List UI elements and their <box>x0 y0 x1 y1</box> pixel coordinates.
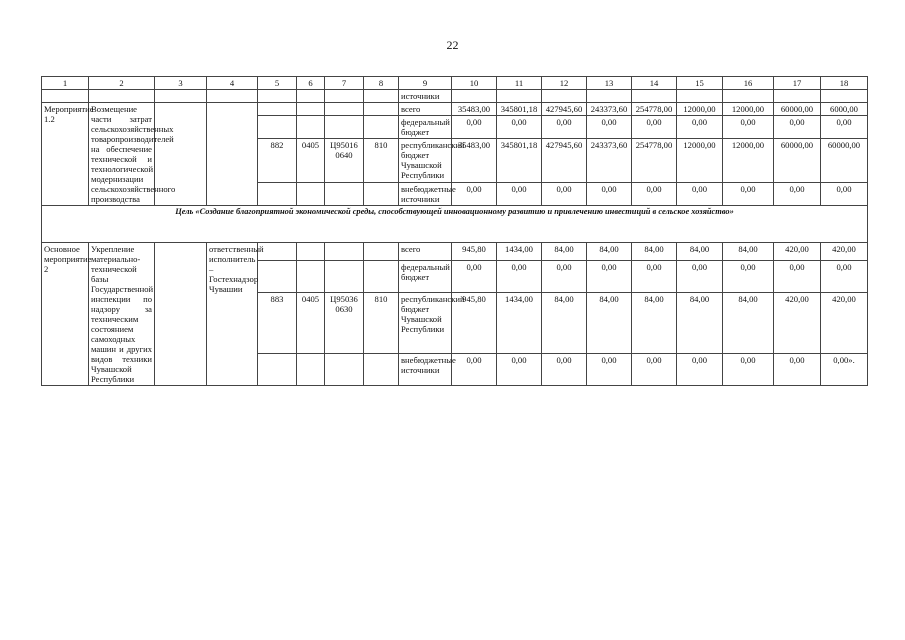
value-cell: 1434,00 <box>497 243 542 261</box>
value-cell: 12000,00 <box>723 139 774 182</box>
value-cell: 0,00 <box>587 353 632 385</box>
value-cell: 84,00 <box>542 293 587 353</box>
column-header: 14 <box>632 77 677 90</box>
column-header: 13 <box>587 77 632 90</box>
value-cell: 0,00 <box>632 116 677 139</box>
table-row <box>42 90 868 103</box>
value-cell: 0,00 <box>632 353 677 385</box>
value-cell: 420,00 <box>821 293 868 353</box>
value-cell: 60000,00 <box>821 139 868 182</box>
value-cell: 0,00 <box>632 261 677 293</box>
source-cell: федеральный бюджет <box>399 261 452 293</box>
value-cell: 84,00 <box>632 293 677 353</box>
source-cell: республиканский бюджет Чувашской Республики <box>399 139 452 182</box>
rz-cell: 0405 <box>297 293 325 353</box>
column-header: 12 <box>542 77 587 90</box>
value-cell: 35483,00 <box>452 139 497 182</box>
block-main-measure-2 <box>42 243 868 386</box>
source-cell: источники <box>399 90 452 103</box>
source-cell: республиканский бюджет Чувашской Республики <box>399 293 452 353</box>
column-header: 17 <box>774 77 821 90</box>
csr-cell: Ц95036 0630 <box>325 293 364 353</box>
value-cell: 243373,60 <box>587 139 632 182</box>
value-cell: 0,00 <box>774 116 821 139</box>
goal-text: Цель «Создание благоприятной экономической среды, способствующей инновационному развитию и привлечению инвестиций в сельское хозяйство» <box>42 206 868 243</box>
value-cell: 84,00 <box>587 293 632 353</box>
value-cell: 60000,00 <box>774 103 821 116</box>
value-cell: 0,00 <box>774 353 821 385</box>
value-cell: 84,00 <box>677 293 723 353</box>
value-cell: 0,00 <box>542 353 587 385</box>
grbs-cell: 882 <box>258 139 297 182</box>
column-header: 6 <box>297 77 325 90</box>
csr-cell: Ц95016 0640 <box>325 139 364 182</box>
table-row <box>42 243 868 261</box>
column-header: 3 <box>155 77 207 90</box>
value-cell: 0,00 <box>723 182 774 205</box>
value-cell: 0,00 <box>587 182 632 205</box>
column-header-row <box>42 77 868 90</box>
value-cell: 243373,60 <box>587 103 632 116</box>
value-cell: 0,00 <box>821 116 868 139</box>
source-cell: всего <box>399 243 452 261</box>
source-cell: всего <box>399 103 452 116</box>
page-number: 22 <box>446 38 459 52</box>
value-cell: 0,00 <box>677 182 723 205</box>
value-cell: 0,00 <box>821 182 868 205</box>
value-cell: 0,00 <box>632 182 677 205</box>
column-header: 15 <box>677 77 723 90</box>
column-header: 5 <box>258 77 297 90</box>
value-cell: 254778,00 <box>632 139 677 182</box>
value-cell: 945,80 <box>452 243 497 261</box>
value-cell: 0,00 <box>677 116 723 139</box>
value-cell: 420,00 <box>774 293 821 353</box>
value-cell: 0,00 <box>723 261 774 293</box>
value-cell: 35483,00 <box>452 103 497 116</box>
table-row <box>42 103 868 116</box>
value-cell: 0,00 <box>821 261 868 293</box>
value-cell: 84,00 <box>542 243 587 261</box>
column-header: 7 <box>325 77 364 90</box>
value-cell: 84,00 <box>723 293 774 353</box>
value-cell: 420,00 <box>774 243 821 261</box>
value-cell: 420,00 <box>821 243 868 261</box>
value-cell: 0,00 <box>452 353 497 385</box>
value-cell: 0,00 <box>497 182 542 205</box>
value-cell: 6000,00 <box>821 103 868 116</box>
value-cell: 12000,00 <box>677 103 723 116</box>
value-cell: 0,00 <box>452 261 497 293</box>
column-header: 1 <box>42 77 89 90</box>
column-header: 11 <box>497 77 542 90</box>
value-cell: 0,00 <box>542 182 587 205</box>
value-cell: 427945,60 <box>542 139 587 182</box>
executor-cell: ответственный исполнитель – Гостехнадзор Чувашии <box>207 243 258 386</box>
value-cell: 1434,00 <box>497 293 542 353</box>
block-measure-1-2 <box>42 103 868 206</box>
value-cell: 427945,60 <box>542 103 587 116</box>
value-cell: 0,00». <box>821 353 868 385</box>
value-cell: 84,00 <box>677 243 723 261</box>
column-header: 2 <box>89 77 155 90</box>
vr-cell: 810 <box>364 139 399 182</box>
source-cell: федеральный бюджет <box>399 116 452 139</box>
goal-row <box>42 206 868 243</box>
value-cell: 0,00 <box>723 116 774 139</box>
value-cell: 0,00 <box>677 261 723 293</box>
source-cell: внебюджетные источники <box>399 182 452 205</box>
value-cell: 84,00 <box>587 243 632 261</box>
vr-cell: 810 <box>364 293 399 353</box>
column-header: 16 <box>723 77 774 90</box>
grbs-cell: 883 <box>258 293 297 353</box>
value-cell: 60000,00 <box>774 139 821 182</box>
value-cell: 0,00 <box>774 182 821 205</box>
column-header: 10 <box>452 77 497 90</box>
status-cell: Мероприятие 1.2 <box>42 103 89 206</box>
column-header: 18 <box>821 77 868 90</box>
value-cell: 345801,18 <box>497 103 542 116</box>
value-cell: 0,00 <box>542 116 587 139</box>
value-cell: 0,00 <box>587 116 632 139</box>
measure-name-cell: Укрепление материально-технической базы Государственной инспекции по надзору за техническим состоянием самоходных машин и других видов техники Чувашской Республики <box>89 243 155 386</box>
value-cell: 0,00 <box>774 261 821 293</box>
column-header: 8 <box>364 77 399 90</box>
value-cell: 345801,18 <box>497 139 542 182</box>
value-cell: 0,00 <box>677 353 723 385</box>
column-header: 9 <box>399 77 452 90</box>
value-cell: 84,00 <box>723 243 774 261</box>
status-cell: Основное мероприятие 2 <box>42 243 89 386</box>
value-cell: 254778,00 <box>632 103 677 116</box>
value-cell: 0,00 <box>542 261 587 293</box>
value-cell: 12000,00 <box>723 103 774 116</box>
value-cell: 0,00 <box>723 353 774 385</box>
executor-cell <box>207 103 258 206</box>
value-cell: 0,00 <box>587 261 632 293</box>
value-cell: 0,00 <box>497 353 542 385</box>
value-cell: 0,00 <box>497 116 542 139</box>
value-cell: 0,00 <box>452 182 497 205</box>
rz-cell: 0405 <box>297 139 325 182</box>
value-cell: 84,00 <box>632 243 677 261</box>
source-cell: внебюджетные источники <box>399 353 452 385</box>
column-header: 4 <box>207 77 258 90</box>
measure-name-cell: Возмещение части затрат сельскохозяйственных товаропроизводителей на обеспечение технической и технологической модернизации сельскохозяйственного производства <box>89 103 155 206</box>
budget-table <box>41 76 868 386</box>
value-cell: 945,80 <box>452 293 497 353</box>
value-cell: 0,00 <box>452 116 497 139</box>
value-cell: 0,00 <box>497 261 542 293</box>
value-cell: 12000,00 <box>677 139 723 182</box>
